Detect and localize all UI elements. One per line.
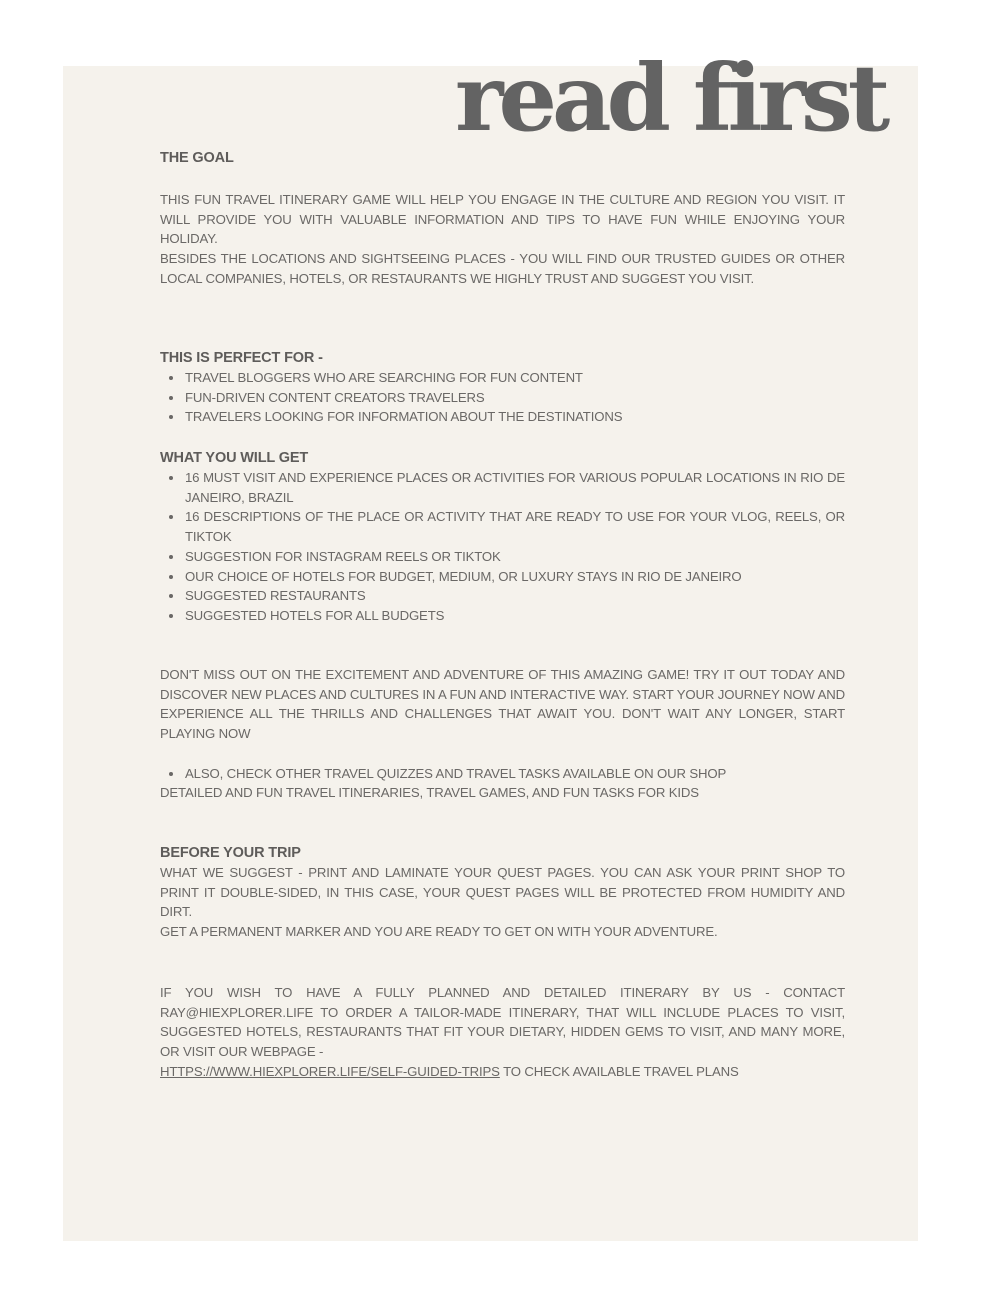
goal-heading: THE GOAL xyxy=(160,150,234,166)
cta-section xyxy=(160,665,845,803)
list-item: ALSO, CHECK OTHER TRAVEL QUIZZES AND TRAVEL TASKS AVAILABLE ON OUR SHOP xyxy=(185,764,845,784)
list-item: SUGGESTION FOR INSTAGRAM REELS OR TIKTOK xyxy=(185,547,845,567)
list-item: OUR CHOICE OF HOTELS FOR BUDGET, MEDIUM, OR LUXURY STAYS IN RIO DE JANEIRO xyxy=(185,567,845,587)
list-item: 16 MUST VISIT AND EXPERIENCE PLACES OR ACTIVITIES FOR VARIOUS POPULAR LOCATIONS IN RIO DE JANEIRO, BRAZIL xyxy=(185,468,845,507)
webpage-link[interactable]: HTTPS://WWW.HIEXPLORER.LIFE/SELF-GUIDED-TRIPS xyxy=(160,1063,500,1079)
list-item: 16 DESCRIPTIONS OF THE PLACE OR ACTIVITY THAT ARE READY TO USE FOR YOUR VLOG, REELS, OR TIKTOK xyxy=(185,507,845,546)
goal-body xyxy=(160,190,845,289)
page-title: read first xyxy=(455,44,886,152)
list-item: TRAVELERS LOOKING FOR INFORMATION ABOUT THE DESTINATIONS xyxy=(185,407,845,427)
cta-list xyxy=(160,764,845,784)
list-item: SUGGESTED HOTELS FOR ALL BUDGETS xyxy=(185,606,845,626)
goal-para-2: BESIDES THE LOCATIONS AND SIGHTSEEING PLACES - YOU WILL FIND OUR TRUSTED GUIDES OR OTHER LOCAL COMPANIES, HOTELS, OR RESTAURANTS WE HIGHLY TRUST AND SUGGEST YOU VISIT. xyxy=(160,251,845,286)
list-item: FUN-DRIVEN CONTENT CREATORS TRAVELERS xyxy=(185,388,845,408)
list-item: TRAVEL BLOGGERS WHO ARE SEARCHING FOR FUN CONTENT xyxy=(185,368,845,388)
what-you-get-heading: WHAT YOU WILL GET xyxy=(160,450,309,466)
contact-section xyxy=(160,983,845,1082)
what-you-get-section xyxy=(160,448,845,626)
contact-para: IF YOU WISH TO HAVE A FULLY PLANNED AND DETAILED ITINERARY BY US - CONTACT RAY@HIEXPLORER.LIFE TO ORDER A TAILOR-MADE ITINERARY, THAT WILL INCLUDE PLACES TO VISIT, SUGGESTED HOTELS, RESTAURANTS THAT FIT YOUR DIETARY, HIDDEN GEMS TO VISIT, AND MANY MORE, OR VISIT OUR WEBPAGE - xyxy=(160,985,845,1060)
list-item: SUGGESTED RESTAURANTS xyxy=(185,586,845,606)
perfect-for-section xyxy=(160,348,845,427)
before-trip-para-1: WHAT WE SUGGEST - PRINT AND LAMINATE YOUR QUEST PAGES. YOU CAN ASK YOUR PRINT SHOP TO PRINT IT DOUBLE-SIDED, IN THIS CASE, YOUR QUEST PAGES WILL BE PROTECTED FROM HUMIDITY AND DIRT. xyxy=(160,865,845,920)
cta-para: DON'T MISS OUT ON THE EXCITEMENT AND ADVENTURE OF THIS AMAZING GAME! TRY IT OUT TODAY AND DISCOVER NEW PLACES AND CULTURES IN A FUN AND INTERACTIVE WAY. START YOUR JOURNEY NOW AND EXPERIENCE ALL THE THRILLS AND CHALLENGES THAT AWAIT YOU. DON'T WAIT ANY LONGER, START PLAYING NOW xyxy=(160,667,845,742)
goal-section xyxy=(160,148,845,168)
before-trip-para-2: GET A PERMANENT MARKER AND YOU ARE READY TO GET ON WITH YOUR ADVENTURE. xyxy=(160,924,718,940)
perfect-for-list xyxy=(160,368,845,427)
before-trip-section xyxy=(160,843,845,942)
what-you-get-list xyxy=(160,468,845,626)
cta-line: DETAILED AND FUN TRAVEL ITINERARIES, TRAVEL GAMES, AND FUN TASKS FOR KIDS xyxy=(160,785,699,801)
goal-para-1: THIS FUN TRAVEL ITINERARY GAME WILL HELP YOU ENGAGE IN THE CULTURE AND REGION YOU VISIT. IT WILL PROVIDE YOU WITH VALUABLE INFORMATION AND TIPS TO HAVE FUN WHILE ENJOYING YOUR HOLIDAY. xyxy=(160,192,845,247)
contact-after-link: TO CHECK AVAILABLE TRAVEL PLANS xyxy=(499,1063,739,1079)
perfect-for-heading: THIS IS PERFECT FOR - xyxy=(160,350,323,366)
before-trip-heading: BEFORE YOUR TRIP xyxy=(160,845,301,861)
